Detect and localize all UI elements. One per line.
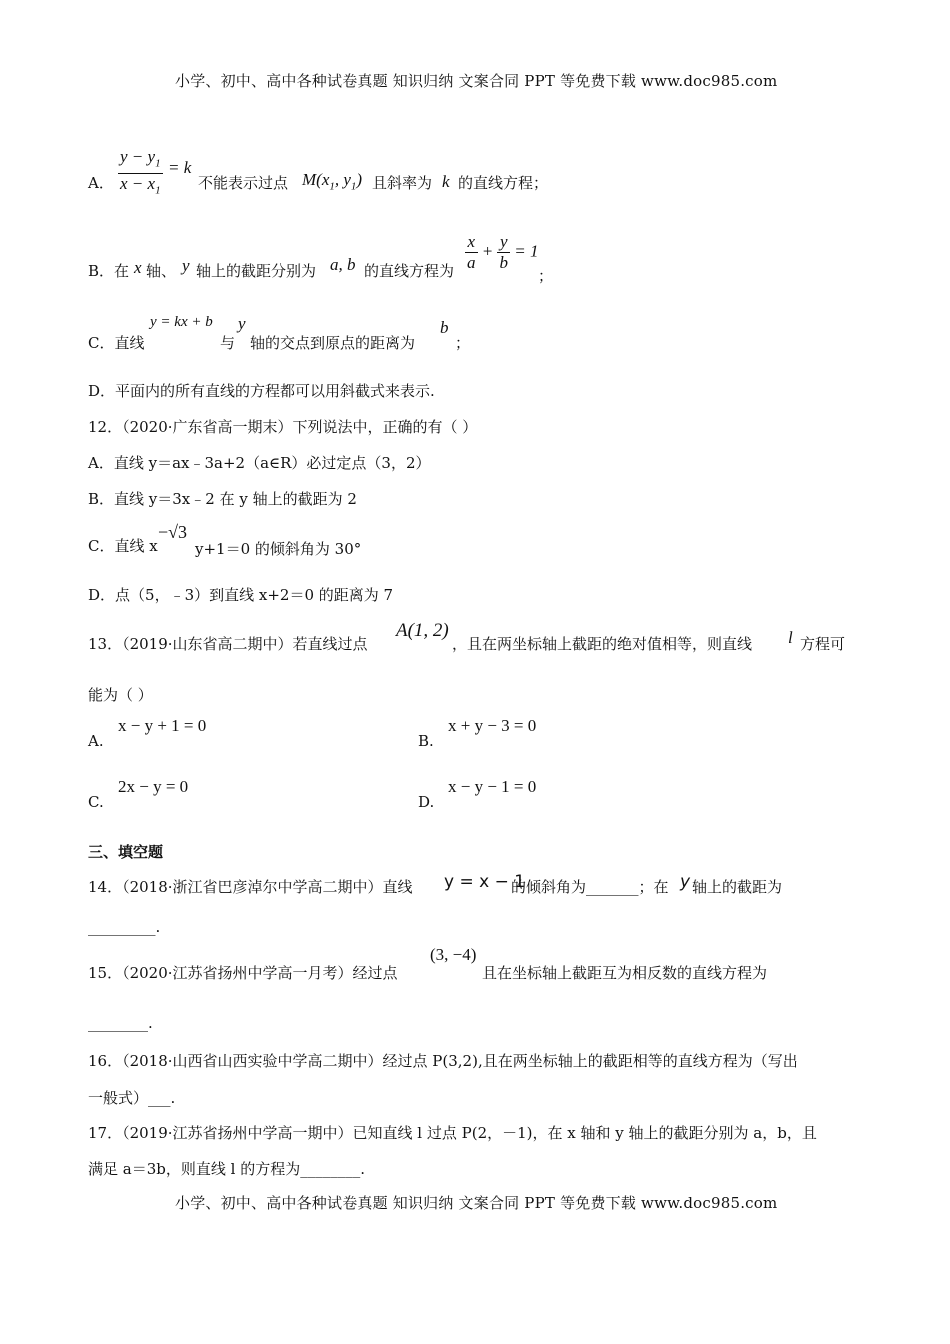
q12-option-c-post: y+1＝0 的倾斜角为 30° (195, 540, 362, 558)
q11-option-a-text3: 的直线方程； (458, 174, 549, 192)
q12-option-a: A．直线 y＝ax﹣3a+2（a∈R）必过定点（3，2） (88, 454, 431, 472)
q13-stem-line2: 能为（ ） (88, 686, 153, 704)
page-header: 小学、初中、高中各种试卷真题 知识归纳 文案合同 PPT 等免费下载 www.doc985.com (175, 72, 778, 90)
q11-a-point-sub2: 1 (350, 180, 357, 193)
q14-y: y (680, 872, 691, 892)
q12-option-b: B．直线 y＝3x﹣2 在 y 轴上的截距为 2 (88, 490, 357, 508)
q11-option-c-text1: 与 (220, 334, 236, 352)
q11-option-c-eq: y = kx + b (150, 314, 213, 330)
q11-option-b-y: y (182, 256, 190, 275)
q11-b-f1-num: x (465, 232, 478, 253)
q11-b-f2-num: y (497, 232, 510, 253)
q13-point: A(1, 2) (396, 620, 449, 641)
q15-pre: 15．（2020·江苏省扬州中学高一月考）经过点 (88, 964, 398, 982)
q14-pre: 14．（2018·浙江省巴彦淖尔中学高二期中）直线 (88, 878, 413, 896)
q13-option-b-eq: x + y − 3 = 0 (448, 716, 537, 735)
q15-point: (3, −4) (430, 945, 477, 964)
q11-option-c-b: b (440, 318, 449, 337)
q11-option-a-point (302, 170, 362, 192)
q14-mid: 的倾斜角为_______；在 (511, 878, 669, 896)
q11-option-b-x: x (134, 258, 142, 277)
q11-a-frac-num: y − y (120, 147, 156, 166)
q11-option-c-label: C．直线 (88, 334, 145, 352)
q11-a-sub-num: 1 (155, 157, 161, 170)
q13-option-b-label: B. (418, 732, 434, 750)
q11-option-c-text2: 轴的交点到原点的距离为 (250, 334, 416, 352)
page-footer: 小学、初中、高中各种试卷真题 知识归纳 文案合同 PPT 等免费下载 www.doc985.com (175, 1194, 778, 1212)
q11-option-b-text3: 的直线方程为 (364, 262, 455, 280)
q13-stem-post: ，且在两坐标轴上截距的绝对值相等，则直线 (452, 635, 753, 653)
q13-option-c-eq: 2x − y = 0 (118, 777, 189, 796)
q11-b-f2-den: b (499, 253, 508, 272)
q11-option-b-text1: 轴、 (146, 262, 177, 280)
q13-l: l (788, 628, 793, 647)
q11-a-point-mid: , y (334, 170, 351, 189)
q13-option-d-label: D. (418, 793, 435, 811)
q11-option-b-text2: 轴上的截距分别为 (196, 262, 317, 280)
q13-option-a-label: A. (88, 732, 104, 750)
q17-line2: 满足 a＝3b，则直线 l 的方程为________. (88, 1160, 365, 1178)
q13-stem-pre: 13．（2019·山东省高二期中）若直线过点 (88, 635, 368, 653)
q13-option-d-eq: x − y − 1 = 0 (448, 777, 537, 796)
q14-eq: y = x − 1 (444, 872, 526, 892)
q11-option-a-label: A． (88, 174, 114, 192)
q11-option-b-ab: a, b (330, 255, 356, 274)
q17-line1: 17．（2019·江苏省扬州中学高一期中）已知直线 l 过点 P(2，－1)，在 x 轴和 y 轴上的截距分别为 a，b，且 (88, 1124, 817, 1142)
q12-stem: 12．（2020·广东省高一期末）下列说法中，正确的有（ ） (88, 418, 478, 436)
q11-option-a-text1: 不能表示过点 (198, 174, 289, 192)
q11-option-a-text2: 且斜率为 (372, 174, 433, 192)
q11-option-a-fraction (118, 147, 163, 201)
q14-line2: _________. (88, 918, 161, 936)
q12-option-c-pre: C．直线 x (88, 537, 158, 555)
q11-option-b-equation (465, 232, 538, 273)
q11-option-a-k: k (442, 172, 450, 191)
q11-a-frac-den: x − x (120, 174, 156, 194)
q11-a-point-start: M(x (302, 170, 330, 189)
q11-b-plus: + (481, 241, 494, 261)
q12-option-d: D．点（5，﹣3）到直线 x+2＝0 的距离为 7 (88, 586, 394, 604)
q11-b-f1-den: a (467, 253, 476, 272)
q11-a-point-end: ) (356, 170, 363, 189)
q11-option-d: D．平面内的所有直线的方程都可以用斜截式来表示. (88, 382, 435, 400)
q13-option-a-eq: x − y + 1 = 0 (118, 716, 207, 735)
q11-option-c-y: y (238, 314, 246, 333)
q15-line2: ________. (88, 1014, 153, 1032)
q11-option-b-end: ； (538, 267, 554, 285)
q13-option-c-label: C. (88, 793, 104, 811)
q16-line2: 一般式）___. (88, 1089, 176, 1107)
q13-stem-end: 方程可 (800, 635, 846, 653)
q11-a-sub-den: 1 (155, 184, 161, 197)
q14-post: 轴上的截距为 (692, 878, 783, 896)
section-title-fill-blank: 三、填空题 (88, 843, 164, 861)
q12-option-c-sqrt: −√3 (158, 522, 188, 542)
q15-post: 且在坐标轴上截距互为相反数的直线方程为 (482, 964, 768, 982)
q11-a-point-sub1: 1 (329, 180, 335, 193)
q11-option-a-eq: = k (168, 158, 192, 177)
q11-b-eq: = 1 (514, 241, 539, 261)
q16-line1: 16．（2018·山西省山西实验中学高二期中）经过点 P(3,2),且在两坐标轴上的截距相等的直线方程为（写出 (88, 1052, 798, 1070)
q11-option-c-end: ； (455, 334, 471, 352)
q11-option-b-label: B．在 (88, 262, 130, 280)
